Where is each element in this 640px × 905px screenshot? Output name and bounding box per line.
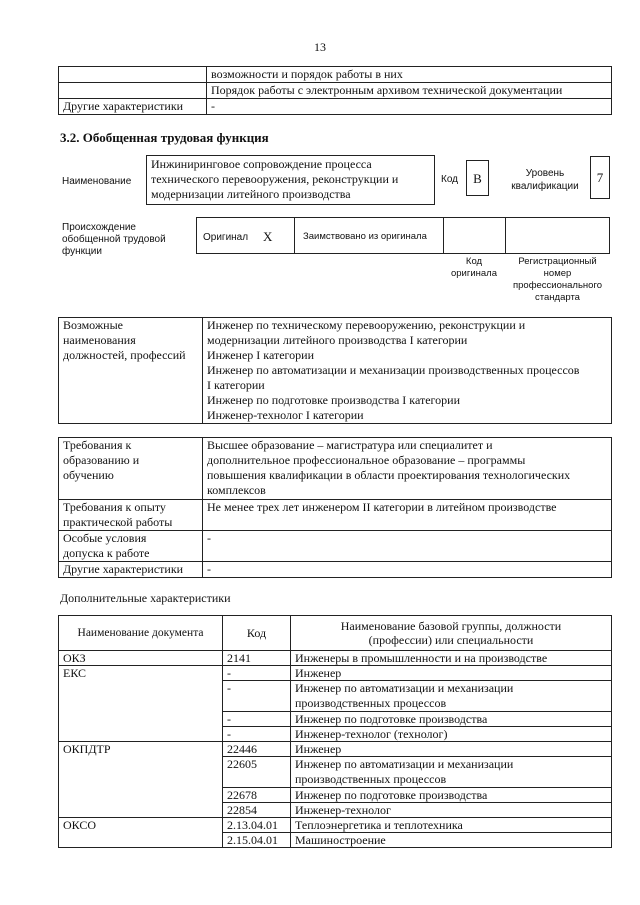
table-row [59,818,612,833]
requirement-value [203,562,612,578]
label-cell: Другие характеристики [59,99,207,115]
doc-cell [59,833,223,848]
table-row [59,500,612,531]
table-row [59,438,612,500]
level-value: 7 [596,170,604,185]
level-label-line: Уровень [525,168,565,179]
requirement-value [203,500,612,531]
code-value: В [473,171,482,186]
label-line: практической работы [63,515,173,529]
table-header-row [59,616,612,651]
name-label: Наименование [62,176,132,187]
positions-label [59,318,203,424]
reg-caption-line: Регистрационный [518,256,597,267]
original-label: Оригинал [203,232,249,243]
level-label-line: квалификации [511,181,579,192]
requirement-label [59,531,203,562]
table-row [59,757,612,788]
value-cell: Порядок работы с электронным архивом технической документации [207,83,612,99]
label-line: Требования к опыту [63,500,166,514]
requirement-value [203,438,612,500]
origin-label [62,222,166,258]
value-line: - [207,562,211,576]
reg-caption [505,256,610,304]
label-line: должностей, профессий [63,348,186,362]
column-header: Наименование документа [59,616,223,651]
code-cell: - [223,681,291,712]
original-mark: X [263,229,273,244]
table-row [59,833,612,848]
value-line: Инженер I категории [207,348,314,362]
label-line: допуска к работе [63,546,150,560]
code-cell: 2141 [223,651,291,666]
table-row [59,651,612,666]
code-cell: 22854 [223,803,291,818]
code-cell: 2.13.04.01 [223,818,291,833]
value-cell: - [207,99,612,115]
column-header: Код [223,616,291,651]
name-cell: Инженер по автоматизации и механизации производственных процессов [291,757,612,788]
doc-cell: ОКПДТР [59,742,223,757]
table-row [59,318,612,424]
top-table [58,66,612,115]
requirement-value [203,531,612,562]
page-number: 13 [314,40,326,54]
value-line: модернизации литейного производства I категории [207,333,468,347]
value-line: Не менее трех лет инженером II категории в литейном производстве [207,500,557,514]
code-cell: - [223,712,291,727]
code-cell: 22446 [223,742,291,757]
value-line: Инженер по автоматизации и механизации производственных процессов [207,363,580,377]
function-name-line: технического перевооружения, реконструкции и [151,172,399,186]
name-cell: Инженер [291,666,612,681]
code-label: Код [441,174,459,185]
code-cell: 2.15.04.01 [223,833,291,848]
doc-cell [59,757,223,788]
value-line: Инженер по подготовке производства I категории [207,393,461,407]
requirement-label [59,500,203,531]
borrowed-label: Заимствовано из оригинала [303,231,427,242]
name-cell: Теплоэнергетика и теплотехника [291,818,612,833]
label-line: Особые условия [63,531,147,545]
name-cell: Инженер по подготовке производства [291,712,612,727]
label-cell [59,67,207,83]
table-row [59,712,612,727]
extra-heading: Дополнительные характеристики [60,591,231,605]
extra-table [58,615,612,848]
doc-cell [59,788,223,803]
name-cell: Инженер по автоматизации и механизации производственных процессов [291,681,612,712]
value-line: повышения квалификации в области проектирования технологических [207,468,571,482]
label-line: обучению [63,468,114,482]
code-caption-line: Код [465,256,483,267]
code-cell: - [223,727,291,742]
reg-caption-line: стандарта [535,292,580,303]
table-row [59,531,612,562]
column-header: Наименование базовой группы, должности (профессии) или специальности [291,616,612,651]
name-cell: Машиностроение [291,833,612,848]
code-cell: 22678 [223,788,291,803]
name-cell: Инженеры в промышленности и на производстве [291,651,612,666]
doc-cell [59,712,223,727]
section-heading: 3.2. Обобщенная трудовая функция [60,130,269,145]
table-row [59,67,612,83]
table-row [59,99,612,115]
value-line: дополнительное профессиональное образование – программы [207,453,526,467]
value-line: комплексов [207,483,266,497]
value-cell: возможности и порядок работы в них [207,67,612,83]
doc-cell: ОКЗ [59,651,223,666]
origin-divider [443,217,444,254]
label-line: образованию и [63,453,140,467]
name-cell: Инженер-технолог (технолог) [291,727,612,742]
code-caption-line: оригинала [450,268,497,279]
doc-cell: ЕКС [59,666,223,681]
name-cell: Инженер-технолог [291,803,612,818]
origin-label-line: Происхождение [62,222,136,233]
label-line: Возможные [63,318,123,332]
requirement-label [59,438,203,500]
positions-table [58,317,612,424]
name-cell: Инженер [291,742,612,757]
doc-cell [59,681,223,712]
function-name-line: Инжиниринговое сопровождение процесса [151,157,372,171]
table-row [59,83,612,99]
name-cell: Инженер по подготовке производства [291,788,612,803]
label-line: Требования к [63,438,132,452]
function-name [151,157,398,202]
table-row [59,788,612,803]
origin-divider [294,217,295,254]
origin-label-line: обобщенной трудовой [62,234,166,245]
label-line: наименования [63,333,136,347]
table-row [59,742,612,757]
code-cell: 22605 [223,757,291,788]
value-line: I категории [207,378,265,392]
doc-cell [59,803,223,818]
table-row [59,803,612,818]
reg-caption-line: профессионального [513,280,602,291]
table-row [59,666,612,681]
label-cell [59,83,207,99]
requirements-table [58,437,612,578]
value-line: Высшее образование – магистратура или специалитет и [207,438,493,452]
value-line: - [207,531,211,545]
origin-label-line: функции [62,246,102,257]
requirement-label [59,562,203,578]
doc-cell [59,727,223,742]
reg-caption-line: номер [543,268,572,279]
table-row [59,727,612,742]
function-name-line: модернизации литейного производства [151,187,351,201]
label-line: Другие характеристики [63,562,184,576]
positions-value [203,318,612,424]
level-label [500,167,590,193]
origin-divider [505,217,506,254]
table-row [59,562,612,578]
code-caption [443,256,505,280]
code-cell: - [223,666,291,681]
value-line: Инженер по техническому перевооружению, реконструкции и [207,318,526,332]
table-row [59,681,612,712]
value-line: Инженер-технолог I категории [207,408,364,422]
doc-cell: ОКСО [59,818,223,833]
